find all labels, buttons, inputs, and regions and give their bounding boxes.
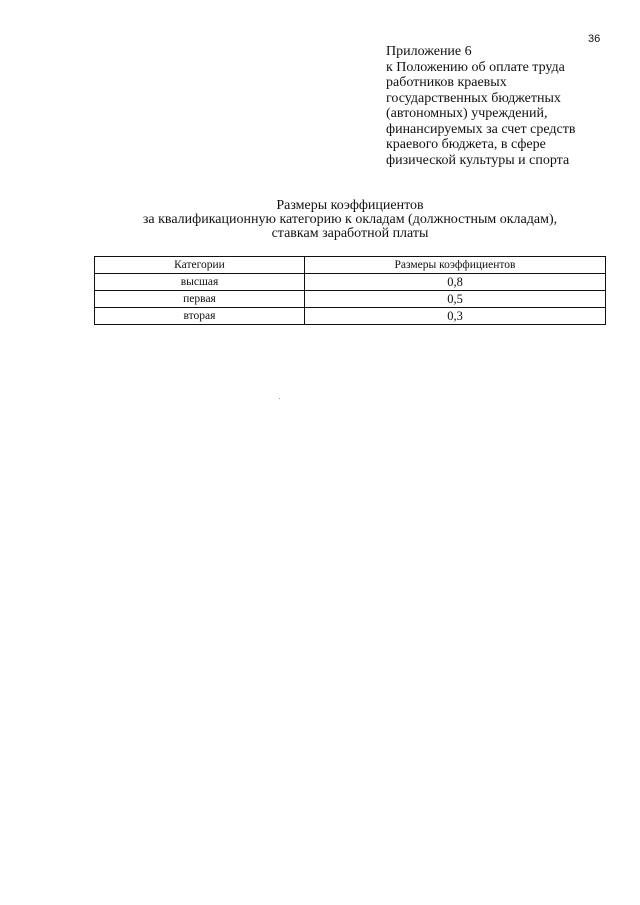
column-header-category: Категории bbox=[95, 257, 305, 274]
table-row bbox=[95, 274, 606, 291]
appendix-line: физической культуры и спорта bbox=[386, 152, 570, 168]
table-row bbox=[95, 291, 606, 308]
appendix-line: Приложение 6 bbox=[386, 44, 472, 59]
document-title bbox=[90, 199, 610, 241]
appendix-line: (автономных) учреждений, bbox=[386, 106, 548, 121]
appendix-line: работников краевых bbox=[386, 75, 507, 90]
category-cell: высшая bbox=[95, 274, 305, 291]
appendix-line: финансируемых за счет средств bbox=[386, 121, 576, 137]
coefficients-table bbox=[94, 256, 606, 325]
appendix-line: краевого бюджета, в сфере bbox=[386, 137, 546, 152]
title-line: ставкам заработной платы bbox=[271, 226, 429, 241]
table-row bbox=[95, 308, 606, 325]
table-header-row bbox=[95, 257, 606, 274]
scan-speck bbox=[279, 398, 280, 399]
coefficient-cell: 0,3 bbox=[305, 308, 606, 325]
appendix-header bbox=[386, 44, 636, 168]
category-cell: первая bbox=[95, 291, 305, 308]
coefficient-cell: 0,5 bbox=[305, 291, 606, 308]
page-number: 36 bbox=[588, 33, 601, 45]
appendix-line: к Положению об оплате труда bbox=[386, 59, 565, 75]
category-cell: вторая bbox=[95, 308, 305, 325]
title-line: Размеры коэффициентов bbox=[276, 198, 424, 213]
column-header-coefficient: Размеры коэффициентов bbox=[305, 257, 606, 274]
appendix-line: государственных бюджетных bbox=[386, 90, 561, 106]
title-line: за квалификационную категорию к окладам (должностным окладам), bbox=[142, 212, 558, 227]
coefficient-cell: 0,8 bbox=[305, 274, 606, 291]
